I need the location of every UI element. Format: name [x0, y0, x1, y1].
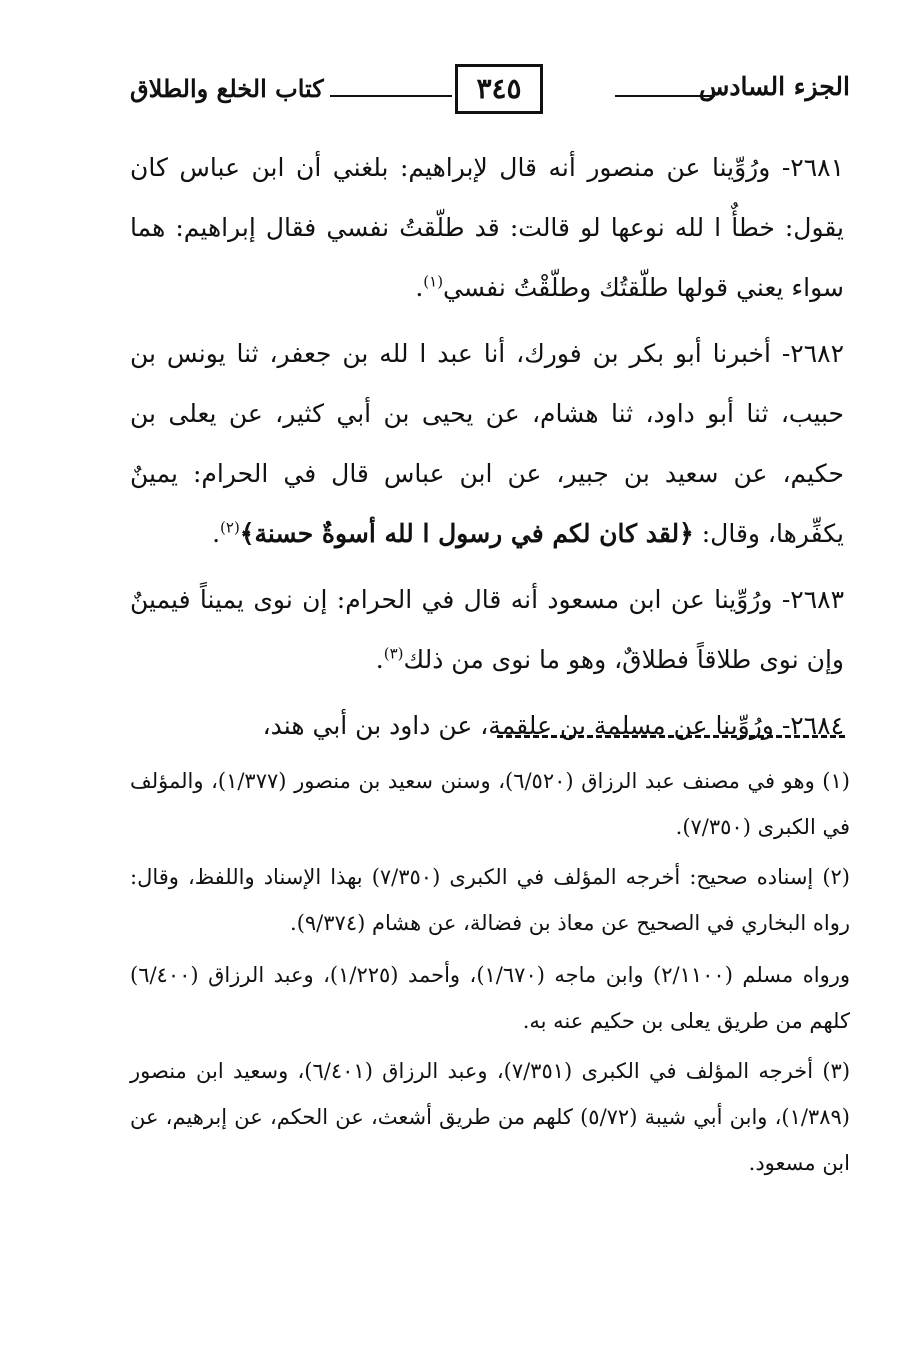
running-header [130, 62, 850, 120]
main-text [130, 138, 844, 762]
paragraph-2681 [130, 138, 844, 318]
footnote-1: (١) وهو في مصنف عبد الرزاق (٦/٥٢٠)، وسنن سعيد بن منصور (١/٣٧٧)، والمؤلف في الكبرى (٧/٣٥٠). [130, 769, 850, 839]
book-title: كتاب الخلع والطلاق [130, 74, 324, 103]
quran-quote: ﴿لقد كان لكم في رسول ا لله أسوةٌ حسنة﴾ [239, 519, 694, 548]
footnote-3: (٣) أخرجه المؤلف في الكبرى (٧/٣٥١)، وعبد الرزاق (٦/٤٠١)، وسعيد ابن منصور (١/٣٨٩)، وابن أبي شيبة (٥/٧٢) كلهم من طريق أشعث، عن الحكم، عن إبرهيم، عن ابن مسعود. [130, 1059, 851, 1175]
paragraph-text: ٢٦٨٢- أخبرنا أبو بكر بن فورك، أنا عبد ا لله بن جعفر، ثنا يونس بن حبيب، ثنا أبو داود، ثنا هشام، عن يحيى بن أبي كثير، عن يعلى بن حكيم، عن سعيد بن جبير، عن ابن عباس قال في الحرام: يمينٌ يكفِّرها، وقال: [130, 339, 844, 548]
part-label: الجزء السادس [698, 72, 850, 101]
footnote-2-continued: ورواه مسلم (٢/١١٠٠) وابن ماجه (١/٦٧٠)، وأحمد (١/٢٢٥)، وعبد الرزاق (٦/٤٠٠) كلهم من طريق يعلى بن حكيم عنه به. [130, 963, 851, 1033]
footnote-2: (٢) إسناده صحيح: أخرجه المؤلف في الكبرى (٧/٣٥٠) بهذا الإسناد واللفظ، وقال: رواه البخاري في الصحيح عن معاذ بن فضالة، عن هشام (٩/٣٧٤). [130, 865, 850, 935]
footnote-ref: (٢) [220, 518, 240, 537]
footnotes [130, 758, 850, 1190]
footnote-ref: (١) [423, 272, 444, 291]
paragraph-end: . [212, 519, 221, 548]
paragraph-2684 [130, 696, 844, 756]
paragraph-text: ٢٦٨٤- ورُوِّينا عن مسلمة بن علقمة، عن داود بن أبي هند، [262, 711, 844, 740]
paragraph-end: . [375, 645, 384, 674]
page-number: ٣٤٥ [455, 64, 543, 114]
paragraph-text: ٢٦٨٣- ورُوِّينا عن ابن مسعود أنه قال في الحرام: إن نوى يميناً فيمينٌ وإن نوى طلاقاً فطلاقٌ، وهو ما نوى من ذلك [130, 585, 844, 674]
footnote-separator [497, 735, 845, 738]
paragraph-2683 [130, 570, 844, 690]
header-rule-right [615, 95, 715, 97]
paragraph-2682 [130, 324, 844, 564]
paragraph-end: . [415, 273, 424, 302]
footnote-ref: (٣) [383, 644, 404, 663]
header-rule-left [330, 95, 452, 97]
paragraph-text: ٢٦٨١- ورُوِّينا عن منصور أنه قال لإبراهيم: بلغني أن ابن عباس كان يقول: خطأٌ ا لله نوعها لو قالت: قد طلّقتُ نفسي فقال إبراهيم: هما سواء يعني قولها طلّقتُك وطلّقْتُ نفسي [130, 153, 844, 302]
